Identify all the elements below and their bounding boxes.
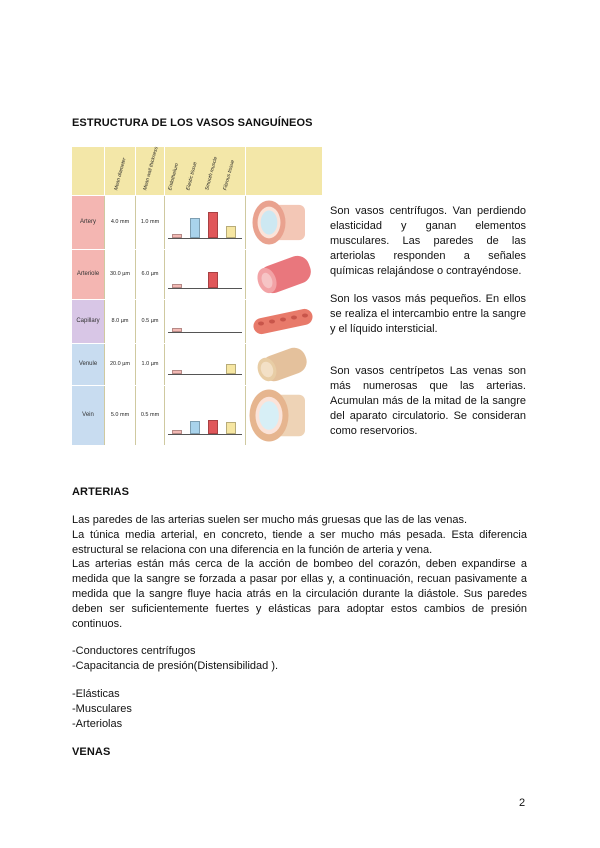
figure-row-venule [72, 344, 322, 385]
arterias-line1: Las paredes de las arterias suelen ser mucho más gruesas que las de las venas. [72, 514, 467, 526]
column-separator [135, 250, 136, 299]
figure-header-diameter [105, 147, 135, 195]
column-separator [245, 300, 246, 343]
tissue-bar [172, 328, 182, 332]
column-separator [104, 344, 105, 385]
list-item-arteriolas: -Arteriolas [72, 718, 123, 730]
row-label-cell [72, 196, 104, 249]
figure-header-tissues [165, 147, 245, 195]
header-label-diameter: Mean diameter [113, 157, 128, 191]
vessel-structure-figure [72, 147, 322, 450]
page-number: 2 [519, 797, 526, 809]
row-label: Capillary [76, 317, 100, 324]
row-label-cell [72, 344, 104, 385]
header-label-smooth: Smooth muscle [204, 156, 219, 191]
tissue-bar [172, 284, 182, 288]
tissue-bar [172, 430, 182, 434]
row-label: Artery [79, 218, 96, 225]
tissue-bar [172, 234, 182, 238]
tissue-bar [172, 370, 182, 374]
column-separator [164, 344, 165, 385]
veins-description: Son vasos centrípetos Las venas son más numerosas que las arterias. Acumulan más de la mitad de la sangre del aparato circulatorio. Se consideran como reservorios. [330, 365, 526, 437]
row-wall-thickness: 1.0 mm [140, 218, 160, 225]
column-separator [245, 250, 246, 299]
bar-baseline [168, 288, 242, 289]
row-label-cell [72, 300, 104, 343]
row-label: Vein [82, 411, 94, 418]
capillaries-description: Son los vasos más pequeños. En ellos se realiza el intercambio entre la sangre y el líquido intersticial. [330, 293, 526, 335]
row-diameter: 30.0 µm [110, 270, 130, 277]
list-item-musculares: -Musculares [72, 703, 132, 715]
bar-baseline [168, 238, 242, 239]
venas-heading: VENAS [72, 746, 111, 758]
column-separator [135, 196, 136, 249]
arteries-description: Son vasos centrífugos. Van perdiendo elasticidad y ganan elementos musculares. Las paredes de las arteriolas responden a señales químicas relajándose o contrayéndose. [330, 205, 526, 277]
bar-baseline [168, 332, 242, 333]
figure-header-blank [72, 147, 104, 195]
column-separator [164, 386, 165, 445]
tissue-bar [208, 272, 218, 288]
row-diameter: 4.0 mm [110, 218, 130, 225]
list-item-capacitancia: -Capacitancia de presión(Distensibilidad ). [72, 660, 279, 672]
tissue-bar [208, 420, 218, 434]
figure-row-artery [72, 196, 322, 249]
row-wall-thickness: 0.5 mm [140, 411, 160, 418]
figure-header-image [246, 147, 322, 195]
figure-row-capillary [72, 300, 322, 343]
column-separator [245, 344, 246, 385]
row-diameter: 5.0 mm [110, 411, 130, 418]
tissue-bar [226, 422, 236, 434]
arterias-para3: Las arterias están más cerca de la acción de bombeo del corazón, deben expandirse a medida que la sangre se forzada a pasar por ellas y, a continuación, recuan pasivamente a medida que la sangre fluye hacia atrás en la circulación durante la diástole. Sus paredes deben ser suficientemente fuertes y elásticas para adoptar estos cambios de presión continuos. [72, 558, 527, 630]
column-separator [164, 300, 165, 343]
vessel-illustration [247, 251, 321, 298]
tissue-bar [190, 421, 200, 434]
figure-header-wall [136, 147, 164, 195]
figure-row-arteriole [72, 250, 322, 299]
list-item-elasticas: -Elásticas [72, 688, 120, 700]
tissue-bar [226, 364, 236, 374]
header-label-fibrous: Fibrous tissue [222, 159, 237, 191]
vessel-illustration [247, 301, 321, 342]
row-diameter: 20.0 µm [110, 360, 130, 367]
arterias-para2: La túnica media arterial, en concreto, tiende a ser mucho más pesada. Esta diferencia estructural se relaciona con una diferencia en la función de arteria y vena. [72, 529, 527, 556]
column-separator [104, 386, 105, 445]
list-item-conductores: -Conductores centrífugos [72, 645, 196, 657]
header-label-wall: Mean wall thickness [142, 146, 160, 191]
row-wall-thickness: 1.0 µm [141, 360, 159, 367]
section-title: ESTRUCTURA DE LOS VASOS SANGUÍNEOS [72, 117, 313, 129]
row-diameter: 8.0 µm [111, 317, 129, 324]
column-separator [135, 386, 136, 445]
bar-baseline [168, 374, 242, 375]
vessel-illustration [247, 345, 321, 384]
vessel-illustration [247, 387, 321, 444]
column-separator [245, 386, 246, 445]
tissue-bar [190, 218, 200, 238]
header-label-elastic: Elastic tissue [185, 161, 199, 191]
row-label-cell [72, 250, 104, 299]
header-label-endothelium: Endothelium [167, 162, 181, 191]
column-separator [104, 196, 105, 249]
row-wall-thickness: 6.0 µm [141, 270, 159, 277]
arterias-heading: ARTERIAS [72, 486, 130, 498]
bar-baseline [168, 434, 242, 435]
column-separator [164, 196, 165, 249]
row-label-cell [72, 386, 104, 445]
column-separator [164, 250, 165, 299]
column-separator [245, 196, 246, 249]
row-label: Arteriole [76, 270, 100, 277]
column-separator [104, 300, 105, 343]
column-separator [135, 300, 136, 343]
row-label: Venule [78, 360, 98, 367]
tissue-bar [208, 212, 218, 238]
row-wall-thickness: 0.5 µm [141, 317, 159, 324]
tissue-bar [226, 226, 236, 238]
vessel-illustration [247, 197, 321, 248]
column-separator [135, 344, 136, 385]
column-separator [104, 250, 105, 299]
figure-row-vein [72, 386, 322, 445]
